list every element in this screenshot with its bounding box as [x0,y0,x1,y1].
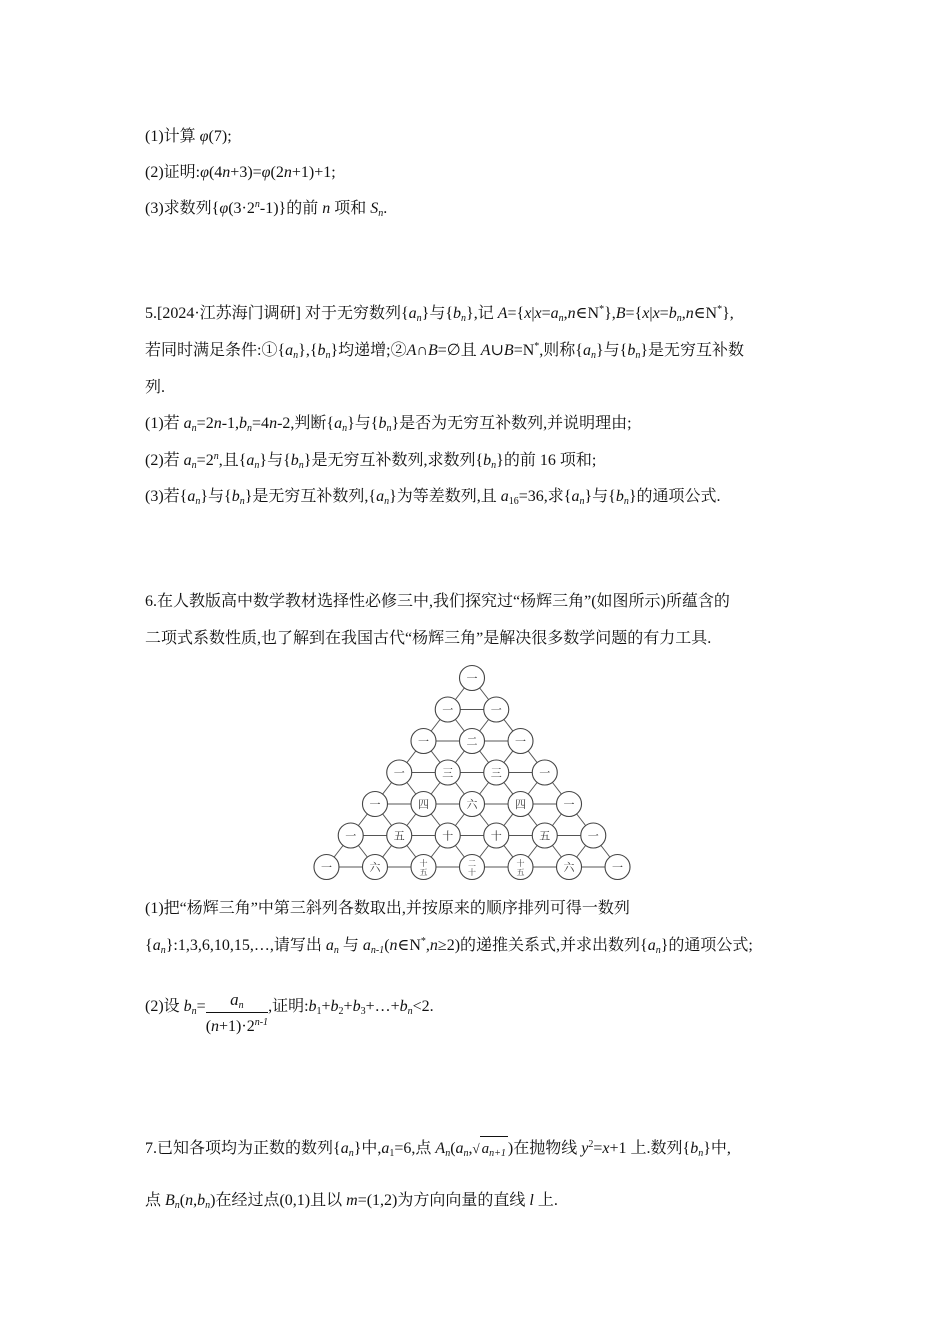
triangle-node [484,697,509,722]
triangle-node [362,792,387,817]
q5-part-1: (1)若 $a_n=2n-1,b_n=4n-2$,判断$\{a_n\}$与$\{b_n\}$是否为无穷互补数列,并说明理由; [145,415,632,434]
triangle-node [532,760,557,785]
triangle-node [314,855,339,880]
triangle-node-label: 十 [442,829,454,843]
triangle-node [508,729,533,754]
triangle-node [411,855,436,880]
triangle-node-label: 一 [320,861,332,874]
triangle-node [435,760,460,785]
q6-stem-line-2: 二项式系数性质,也了解到在我国古代“杨辉三角”是解决很多数学问题的有力工具. [145,630,712,647]
triangle-node-label: 一 [417,735,429,748]
q5-part-2: (2)若 $a_n=2^n$,且$\{a_n\}$与$\{b_n\}$是无穷互补数列,求数列$\{b_n\}$的前 16 项和; [145,451,597,471]
triangle-node [387,760,412,785]
triangle-node [508,792,533,817]
triangle-node [460,855,485,880]
triangle-node-label: 四 [515,798,527,811]
triangle-node [581,823,606,848]
yang-hui-triangle-figure [312,660,632,877]
q7-stem-line-1: 7.已知各项均为正数的数列$\{a_n\}$中$,a_1=6$,点 $A_n(a_n,√$ $a_{n+1}$ )在抛物线 $y^2=x+1$ 上.数列$\{b_n\}$中, [145,1128,731,1159]
triangle-node-label: 五 [393,829,405,843]
q4-part-1: (1)计算 φ(7); [145,128,232,145]
triangle-lines [326,678,617,867]
triangle-node-label: 三 [490,766,502,780]
triangle-node [411,729,436,754]
triangle-node-label: 五 [419,868,428,877]
triangle-node-label: 一 [466,672,478,685]
triangle-node-label: 一 [345,829,357,843]
triangle-node [411,792,436,817]
triangle-node [362,855,387,880]
triangle-node [484,760,509,785]
triangle-node [557,855,582,880]
triangle-node [460,666,485,691]
triangle-node-label: 四 [417,798,429,811]
triangle-node-label: 十 [490,829,502,843]
triangle-node-label: 二 [468,859,476,868]
fraction-bn: $\frac{a_n}{(n+1)\cdot 2^{n-1}}$ [205,990,269,1035]
q6-part-2: (2)设 $b_n=$ $\frac{a_n}{(n+1)\cdot 2^{n-1}}$ ,证明$:b_1+b_2+b_3+\dots+b_n<2$. [145,990,434,1035]
triangle-node-label: 一 [587,829,599,843]
triangle-node-label: 一 [490,703,502,717]
triangle-node [435,823,460,848]
q6-part-1-line-2: $\{a_n\}:1,3,6,10,15,\dots$,请写出 $a_n$ 与 $a_{n-1}(n\in N^*,n\ge 2)$的递推关系式,并求出数列$\{a_n\}$的通项公式; [145,936,753,956]
triangle-node-label: 十 [419,859,428,868]
triangle-node-label: 六 [369,861,381,874]
triangle-node-label: 十 [468,868,476,877]
triangle-node [338,823,363,848]
triangle-node-label: 一 [393,766,405,780]
q6-part-1-line-1: (1)把“杨辉三角”中第三斜列各数取出,并按原来的顺序排列可得一数列 [145,900,630,917]
triangle-node [435,697,460,722]
q4-part-2: (2)证明:φ(4n+3)=φ(2n+1)+1; [145,164,336,181]
q5-stem-line-3: 列. [145,379,166,396]
triangle-node-label: 一 [539,766,551,780]
triangle-node-label: 一 [563,798,575,811]
q5-stem-line-1: 5.[2024·江苏海门调研] 对于无穷数列$\{a_n\}$与$\{b_n\}$,记 $A=\{x|x=a_n,n\in N^*\},B=\{x|x=b_n,n\in N^*\}$, [145,304,734,324]
q6-stem-line-1: 6.在人教版高中数学教材选择性必修三中,我们探究过“杨辉三角”(如图所示)所蕴含的 [145,593,730,610]
triangle-node [605,855,630,880]
triangle-node-label: 二 [466,735,478,748]
triangle-node-label: 六 [563,861,575,874]
yang-hui-triangle-svg [312,660,632,877]
triangle-node-label: 一 [612,861,624,874]
square-root: √ $a_{n+1}$ [473,1128,508,1159]
q5-part-3: (3)若$\{a_n\}$与$\{b_n\}$是无穷互补数列$,\{a_n\}$为等差数列,且 $a_{16}=36$,求$\{a_n\}$与$\{b_n\}$的通项公式. [145,488,721,507]
triangle-node-label: 五 [539,829,551,843]
triangle-node [557,792,582,817]
triangle-node [484,823,509,848]
triangle-node-label: 五 [516,868,525,877]
triangle-node [387,823,412,848]
triangle-node-label: 三 [442,766,454,780]
q4-part-3: (3)求数列$\{\varphi(3\cdot 2^n-1)\}$的前 n 项和 $S_n$. [145,199,388,219]
triangle-node-label: 一 [369,798,381,811]
triangle-node [460,792,485,817]
triangle-node-label: 六 [466,798,478,811]
q7-stem-line-2: 点 $B_n(n,b_n)$在经过点(0,1)且以 m=(1,2)为方向向量的直线 l 上. [145,1192,558,1211]
triangle-node-label: 十 [516,859,525,868]
triangle-node-label: 一 [442,703,454,717]
triangle-node-label: 一 [515,735,527,748]
triangle-node [532,823,557,848]
triangle-node [508,855,533,880]
triangle-node [460,729,485,754]
q5-stem-line-2: 若同时满足条件$:①\{a_n\},\{b_n\}$均递增;②A∩B=∅且 A∪B=N*,则称$\{a_n\}$与$\{b_n\}$是无穷互补数 [145,341,745,361]
